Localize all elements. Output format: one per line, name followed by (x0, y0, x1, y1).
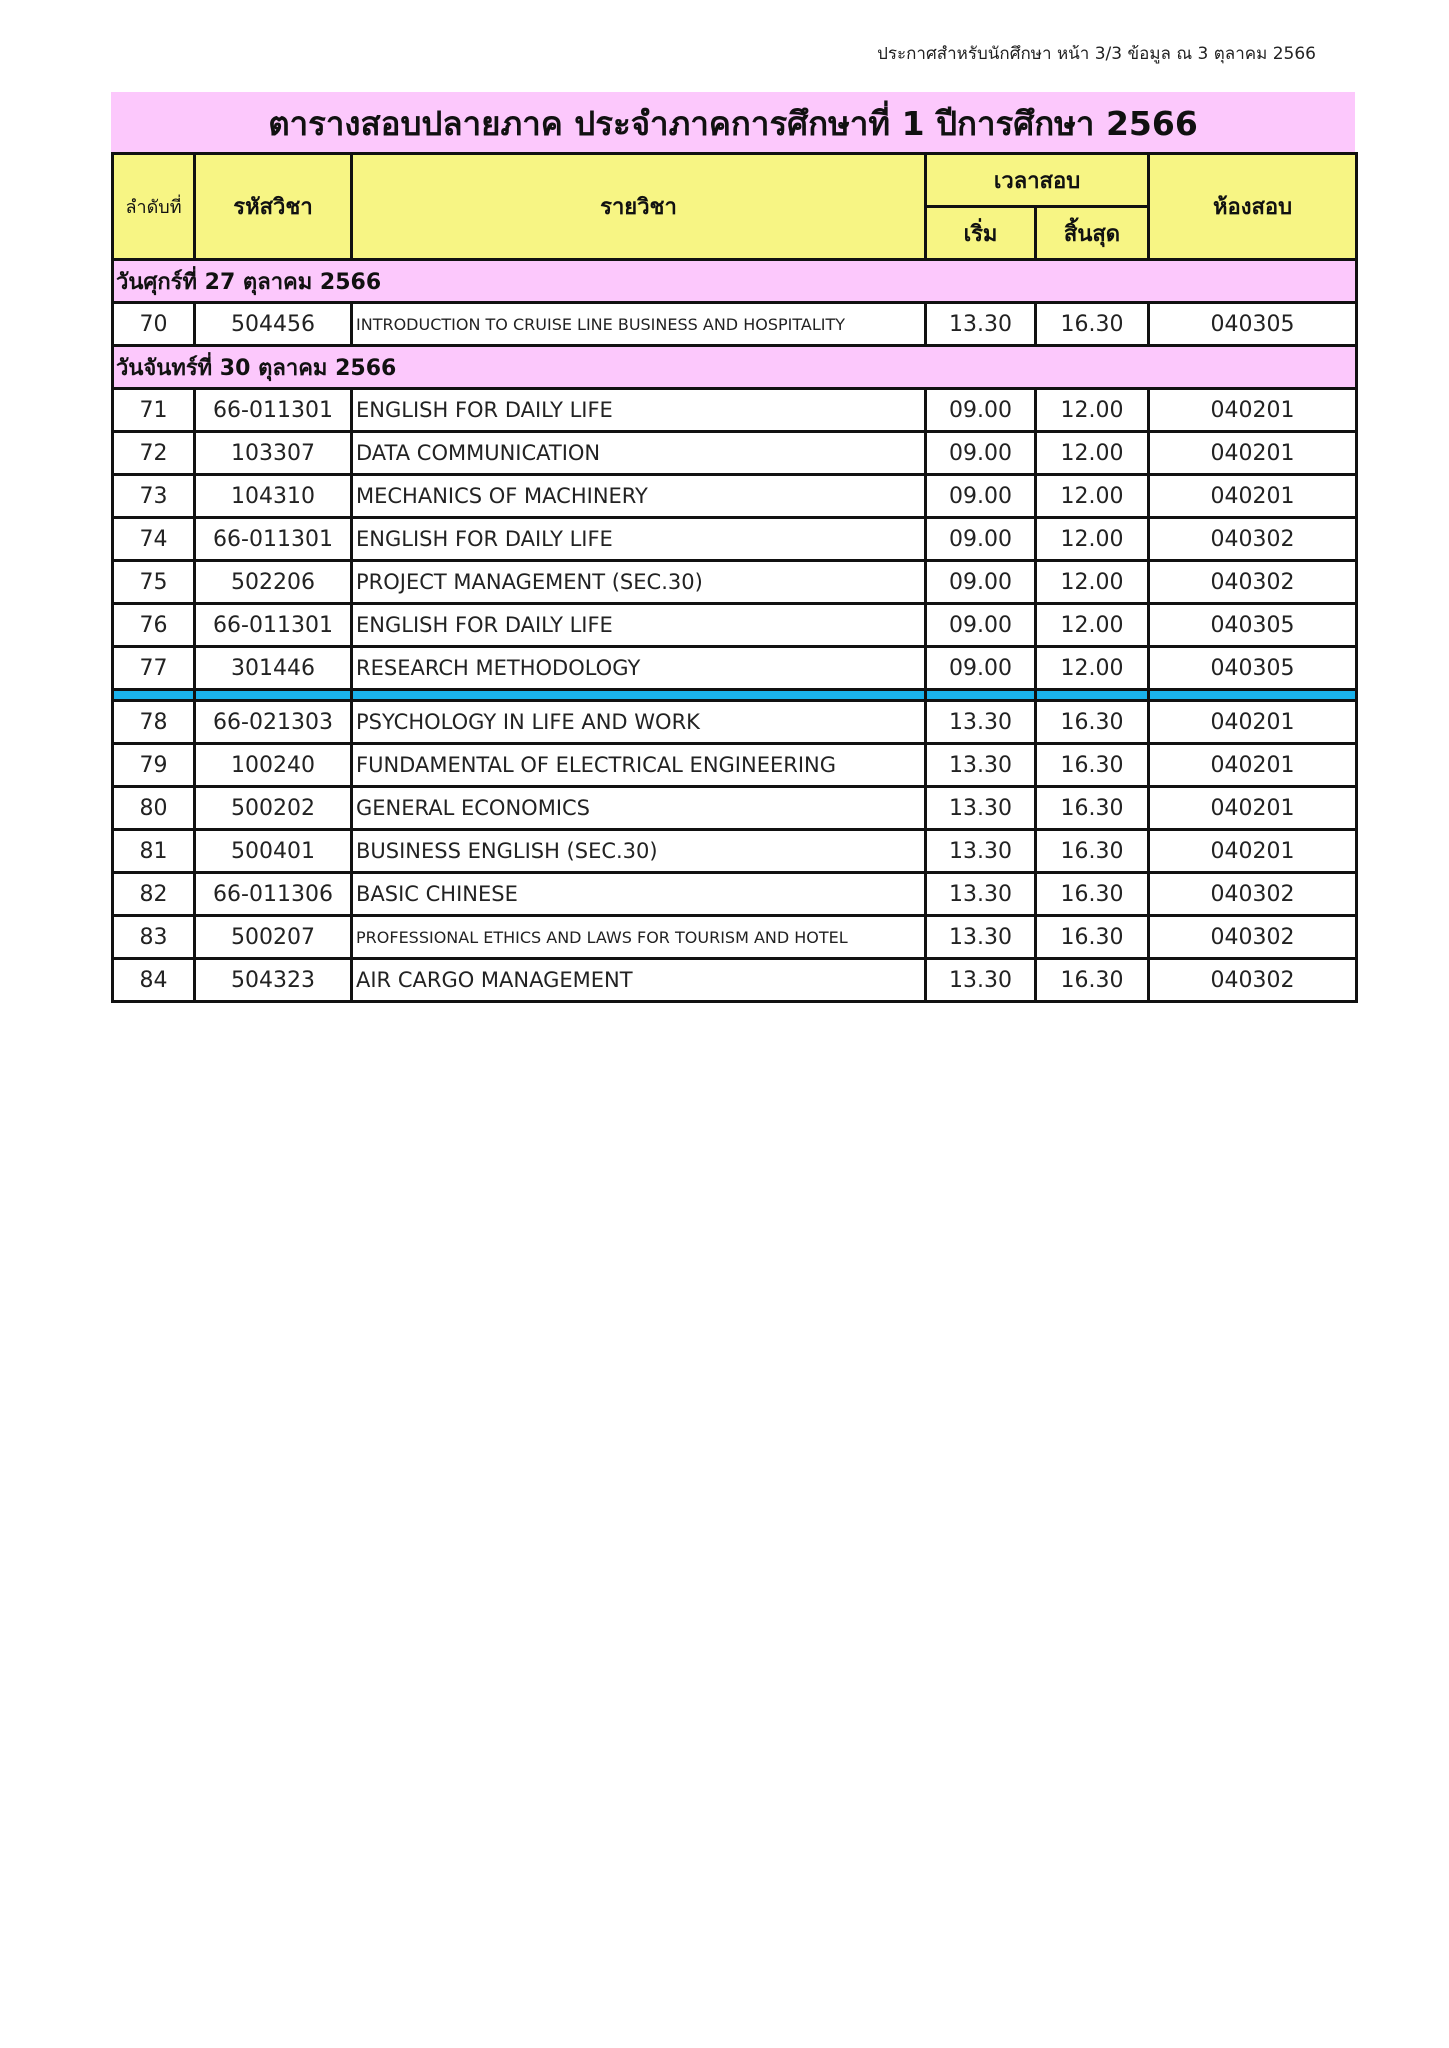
table-row (113, 830, 1357, 873)
row-number: 70 (113, 303, 195, 346)
row-number: 76 (113, 604, 195, 647)
course-name: INTRODUCTION TO CRUISE LINE BUSINESS AND HOSPITALITY (352, 303, 926, 346)
end-time: 12.00 (1036, 647, 1149, 690)
exam-room: 040302 (1149, 916, 1357, 959)
exam-room: 040302 (1149, 518, 1357, 561)
row-number: 81 (113, 830, 195, 873)
course-code: 66-011301 (195, 389, 352, 432)
table-row (113, 873, 1357, 916)
course-code: 301446 (195, 647, 352, 690)
table-row (113, 647, 1357, 690)
row-number: 82 (113, 873, 195, 916)
course-name: MECHANICS OF MACHINERY (352, 475, 926, 518)
start-time: 09.00 (926, 604, 1036, 647)
separator-cell (1036, 690, 1149, 701)
row-number: 80 (113, 787, 195, 830)
exam-schedule-table (111, 152, 1358, 1003)
table-row (113, 604, 1357, 647)
course-code: 500202 (195, 787, 352, 830)
exam-room: 040305 (1149, 647, 1357, 690)
row-number: 74 (113, 518, 195, 561)
start-time: 13.30 (926, 744, 1036, 787)
separator-cell (195, 690, 352, 701)
course-code: 66-011301 (195, 604, 352, 647)
start-time: 09.00 (926, 389, 1036, 432)
start-time: 09.00 (926, 432, 1036, 475)
date-label: วันจันทร์ที่ 30 ตุลาคม 2566 (113, 346, 1357, 389)
course-name: FUNDAMENTAL OF ELECTRICAL ENGINEERING (352, 744, 926, 787)
page-header-note: ประกาศสำหรับนักศึกษา หน้า 3/3 ข้อมูล ณ 3 ตุลาคม 2566 (877, 44, 1316, 64)
col-header-start: เริ่ม (926, 207, 1036, 260)
exam-room: 040201 (1149, 475, 1357, 518)
date-group-row (113, 260, 1357, 303)
page-title: ตารางสอบปลายภาค ประจำภาคการศึกษาที่ 1 ปีการศึกษา 2566 (111, 92, 1355, 152)
course-name: PROJECT MANAGEMENT (SEC.30) (352, 561, 926, 604)
course-name: PSYCHOLOGY IN LIFE AND WORK (352, 701, 926, 744)
table-row (113, 475, 1357, 518)
end-time: 16.30 (1036, 916, 1149, 959)
table-row (113, 787, 1357, 830)
exam-room: 040201 (1149, 432, 1357, 475)
start-time: 13.30 (926, 916, 1036, 959)
course-code: 500207 (195, 916, 352, 959)
course-name: AIR CARGO MANAGEMENT (352, 959, 926, 1002)
course-code: 66-011306 (195, 873, 352, 916)
end-time: 16.30 (1036, 701, 1149, 744)
separator-cell (926, 690, 1036, 701)
end-time: 16.30 (1036, 303, 1149, 346)
start-time: 13.30 (926, 303, 1036, 346)
row-number: 84 (113, 959, 195, 1002)
course-name: RESEARCH METHODOLOGY (352, 647, 926, 690)
course-code: 504456 (195, 303, 352, 346)
row-number: 71 (113, 389, 195, 432)
table-row (113, 916, 1357, 959)
course-name: BUSINESS ENGLISH (SEC.30) (352, 830, 926, 873)
end-time: 16.30 (1036, 787, 1149, 830)
end-time: 12.00 (1036, 561, 1149, 604)
end-time: 12.00 (1036, 389, 1149, 432)
table-row (113, 701, 1357, 744)
exam-room: 040302 (1149, 873, 1357, 916)
start-time: 13.30 (926, 701, 1036, 744)
col-header-time: เวลาสอบ (926, 154, 1149, 207)
row-number: 83 (113, 916, 195, 959)
table-row (113, 959, 1357, 1002)
col-header-code: รหัสวิชา (195, 154, 352, 260)
separator-cell (113, 690, 195, 701)
row-number: 79 (113, 744, 195, 787)
row-number: 72 (113, 432, 195, 475)
exam-room: 040305 (1149, 303, 1357, 346)
course-name: ENGLISH FOR DAILY LIFE (352, 518, 926, 561)
table-row (113, 432, 1357, 475)
exam-room: 040201 (1149, 787, 1357, 830)
end-time: 16.30 (1036, 959, 1149, 1002)
row-number: 78 (113, 701, 195, 744)
exam-room: 040201 (1149, 389, 1357, 432)
course-name: ENGLISH FOR DAILY LIFE (352, 389, 926, 432)
col-header-no: ลำดับที่ (113, 154, 195, 260)
exam-room: 040302 (1149, 959, 1357, 1002)
end-time: 12.00 (1036, 604, 1149, 647)
end-time: 12.00 (1036, 518, 1149, 561)
table-row (113, 303, 1357, 346)
col-header-subject: รายวิชา (352, 154, 926, 260)
start-time: 09.00 (926, 475, 1036, 518)
course-name: PROFESSIONAL ETHICS AND LAWS FOR TOURISM AND HOTEL (352, 916, 926, 959)
course-code: 100240 (195, 744, 352, 787)
row-number: 73 (113, 475, 195, 518)
exam-room: 040201 (1149, 830, 1357, 873)
course-name: ENGLISH FOR DAILY LIFE (352, 604, 926, 647)
course-name: GENERAL ECONOMICS (352, 787, 926, 830)
table-row (113, 389, 1357, 432)
start-time: 09.00 (926, 561, 1036, 604)
course-name: BASIC CHINESE (352, 873, 926, 916)
row-number: 77 (113, 647, 195, 690)
course-code: 103307 (195, 432, 352, 475)
end-time: 16.30 (1036, 830, 1149, 873)
start-time: 09.00 (926, 518, 1036, 561)
table-row (113, 561, 1357, 604)
course-code: 66-021303 (195, 701, 352, 744)
row-number: 75 (113, 561, 195, 604)
exam-room: 040201 (1149, 744, 1357, 787)
start-time: 13.30 (926, 959, 1036, 1002)
separator-cell (352, 690, 926, 701)
exam-room: 040305 (1149, 604, 1357, 647)
date-label: วันศุกร์ที่ 27 ตุลาคม 2566 (113, 260, 1357, 303)
table-row (113, 518, 1357, 561)
end-time: 12.00 (1036, 432, 1149, 475)
separator-cell (1149, 690, 1357, 701)
session-separator (113, 690, 1357, 701)
end-time: 16.30 (1036, 873, 1149, 916)
start-time: 13.30 (926, 787, 1036, 830)
col-header-end: สิ้นสุด (1036, 207, 1149, 260)
start-time: 13.30 (926, 830, 1036, 873)
course-name: DATA COMMUNICATION (352, 432, 926, 475)
date-group-row (113, 346, 1357, 389)
start-time: 13.30 (926, 873, 1036, 916)
course-code: 500401 (195, 830, 352, 873)
end-time: 16.30 (1036, 744, 1149, 787)
course-code: 104310 (195, 475, 352, 518)
start-time: 09.00 (926, 647, 1036, 690)
course-code: 504323 (195, 959, 352, 1002)
course-code: 66-011301 (195, 518, 352, 561)
course-code: 502206 (195, 561, 352, 604)
exam-room: 040302 (1149, 561, 1357, 604)
end-time: 12.00 (1036, 475, 1149, 518)
table-row (113, 744, 1357, 787)
col-header-room: ห้องสอบ (1149, 154, 1357, 260)
exam-room: 040201 (1149, 701, 1357, 744)
